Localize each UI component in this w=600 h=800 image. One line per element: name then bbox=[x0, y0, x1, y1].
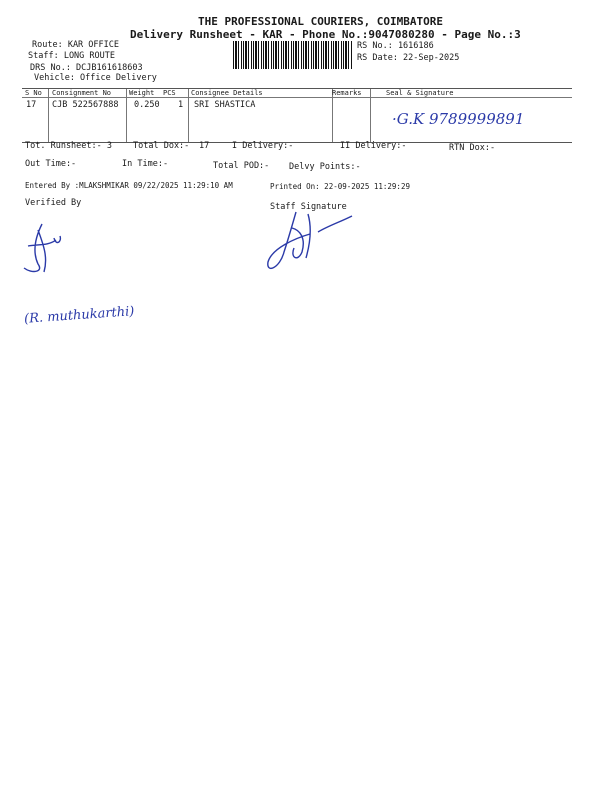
col-remarks: Remarks bbox=[332, 89, 362, 97]
staff-signature-label: Staff Signature bbox=[270, 202, 347, 212]
rtn-dox: RTN Dox:- bbox=[449, 143, 496, 153]
entered-by: Entered By :MLAKSHMIKAR 09/22/2025 11:29:10 AM bbox=[25, 181, 233, 190]
verified-signature-icon bbox=[14, 216, 74, 276]
seal-handwriting: ·G.K 9789999891 bbox=[392, 110, 525, 128]
in-time: In Time:- bbox=[122, 159, 169, 169]
row-consignee: SRI SHASTICA bbox=[194, 100, 256, 110]
barcode bbox=[233, 41, 353, 69]
row-consignment: CJB 522567888 bbox=[52, 100, 119, 110]
i-delivery: I Delivery:- bbox=[232, 141, 294, 151]
col-consignment: Consignment No bbox=[52, 89, 112, 97]
total-pod: Total POD:- bbox=[213, 161, 270, 171]
col-pcs: PCS bbox=[163, 89, 176, 97]
rs-date: RS Date: 22-Sep-2025 bbox=[357, 53, 460, 63]
col-weight: Weight bbox=[129, 89, 155, 97]
rs-number: RS No.: 1616186 bbox=[357, 41, 434, 51]
ii-delivery: II Delivery:- bbox=[340, 141, 407, 151]
total-dox-value: 17 bbox=[199, 141, 210, 151]
staff-label: Staff: LONG ROUTE bbox=[28, 51, 115, 61]
col-seal: Seal & Signature bbox=[386, 89, 454, 97]
delvy-points: Delvy Points:- bbox=[289, 162, 361, 172]
row-pcs: 1 bbox=[178, 100, 184, 110]
staff-signature-icon bbox=[262, 208, 362, 278]
out-time: Out Time:- bbox=[25, 159, 77, 169]
tot-runsheet: Tot. Runsheet:- 3 bbox=[25, 141, 112, 151]
col-sno: S No bbox=[25, 89, 42, 97]
row-sno: 17 bbox=[26, 100, 37, 110]
runsheet-title: Delivery Runsheet - KAR - Phone No.:9047080280 - Page No.:3 bbox=[130, 28, 521, 41]
printed-on: Printed On: 22-09-2025 11:29:29 bbox=[270, 182, 410, 191]
name-handwriting: (R. muthukarthi) bbox=[23, 304, 135, 327]
total-dox-label: Total Dox:- bbox=[133, 141, 190, 151]
company-title: THE PROFESSIONAL COURIERS, COIMBATORE bbox=[198, 15, 444, 28]
route-label: Route: KAR OFFICE bbox=[32, 40, 119, 50]
col-consignee: Consignee Details bbox=[191, 89, 263, 97]
drs-number: DRS No.: DCJB161618603 bbox=[30, 63, 143, 73]
row-weight: 0.250 bbox=[134, 100, 160, 110]
verified-by: Verified By bbox=[25, 198, 82, 208]
vehicle-label: Vehicle: Office Delivery bbox=[34, 73, 157, 83]
